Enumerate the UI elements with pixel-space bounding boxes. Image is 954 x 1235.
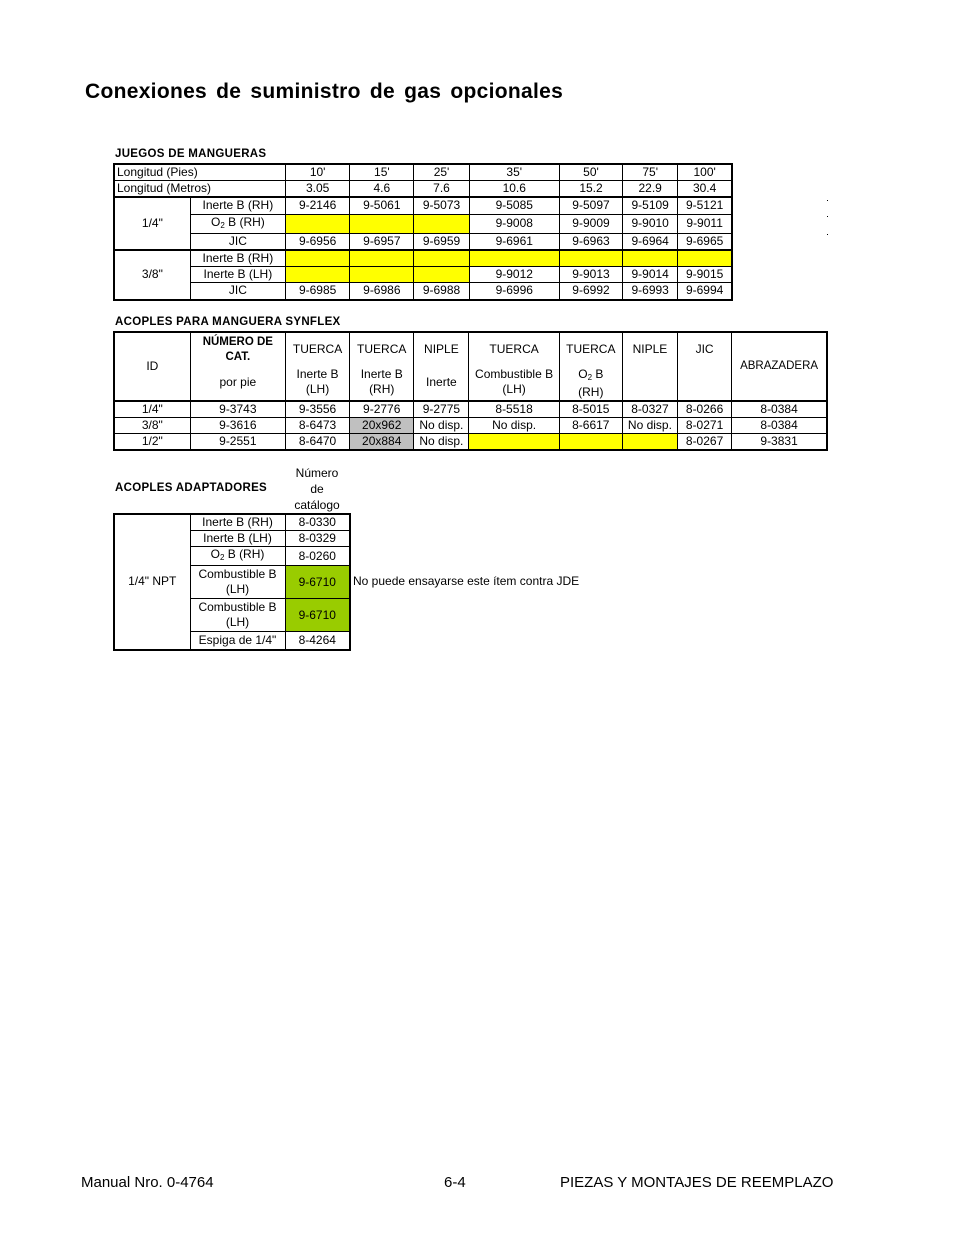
synflex-cell: 8-0384: [732, 401, 827, 418]
adapter-note: No puede ensayarse este ítem contra JDE: [353, 574, 580, 588]
synflex-row: [114, 401, 827, 418]
col-header-tuerca-inerte-rh: [350, 332, 414, 401]
adapter-type-line: Combustible B: [198, 567, 277, 581]
length-m-cell: 10.6: [469, 181, 559, 198]
synflex-cell: 9-3616: [190, 418, 285, 434]
length-ft-cell: 75': [623, 164, 678, 181]
synflex-cell: 8-0271: [678, 418, 732, 434]
synflex-cell: No disp.: [414, 418, 469, 434]
synflex-cell: 9-2551: [190, 434, 285, 451]
hose-cat-cell: 9-6959: [414, 233, 469, 250]
length-ft-label: Longitud (Pies): [114, 164, 286, 181]
hose-cat-cell: 9-5097: [559, 197, 622, 214]
hose-cat-cell-empty: [350, 214, 414, 233]
col-header-label: TUERCA: [489, 342, 539, 356]
hose-cat-cell: 9-2146: [286, 197, 350, 214]
hose-sets-table: [113, 163, 733, 301]
synflex-cell: 8-0267: [678, 434, 732, 451]
hose-cat-cell-empty: [350, 250, 414, 267]
adapters-cat-header-line: de: [310, 482, 324, 496]
col-header-abrazadera: ABRAZADERA: [732, 332, 827, 401]
synflex-cell: 8-0266: [678, 401, 732, 418]
synflex-row: [114, 434, 827, 451]
synflex-row: [114, 418, 827, 434]
length-ft-cell: 25': [414, 164, 469, 181]
synflex-cell: 9-3831: [732, 434, 827, 451]
col-header-sub: Inerte B: [360, 367, 403, 381]
synflex-cell: 8-5518: [469, 401, 559, 418]
hose-cat-cell: 9-5061: [350, 197, 414, 214]
hose-type-prefix: O: [210, 214, 221, 229]
col-header-tuerca-combustible: [469, 332, 559, 401]
synflex-cell: No disp.: [414, 434, 469, 451]
adapters-cat-header: [284, 465, 350, 513]
synflex-cell: 8-6470: [285, 434, 349, 451]
hose-type-cell: [190, 214, 285, 233]
col-header-cat-sub: por pie: [219, 375, 257, 389]
stray-mark: [827, 234, 828, 235]
adapter-row: [114, 514, 350, 531]
adapters-table: [113, 513, 351, 651]
footer-page-number: 6-4: [444, 1174, 466, 1191]
hose-type-cell: Inerte B (RH): [190, 197, 285, 214]
adapter-type-line: (LH): [225, 582, 250, 596]
length-ft-cell: 35': [469, 164, 559, 181]
col-header-sub: (LH): [305, 382, 330, 396]
footer-manual-number: Manual Nro. 0-4764: [81, 1174, 214, 1191]
length-m-cell: 30.4: [678, 181, 732, 198]
footer-section-title: PIEZAS Y MONTAJES DE REEMPLAZO: [560, 1174, 834, 1191]
adapter-size-cell: 1/4" NPT: [114, 514, 190, 650]
col-header-label: TUERCA: [292, 342, 343, 356]
adapter-type-line: (LH): [225, 615, 250, 629]
hose-cat-cell: 9-9012: [469, 267, 559, 283]
hose-cat-cell: 9-6996: [469, 283, 559, 300]
adapter-type-cell: [190, 547, 285, 566]
hose-cat-cell: 9-6956: [286, 233, 350, 250]
adapter-type-cell: Inerte B (LH): [190, 531, 285, 547]
hose-type-cell: Inerte B (LH): [190, 267, 285, 283]
adapter-cat-cell: 8-0330: [285, 514, 350, 531]
col-header-label: NIPLE: [424, 342, 459, 356]
hose-cat-cell-empty: [286, 267, 350, 283]
col-header-sub: (RH): [578, 385, 604, 399]
adapter-type-cell: Inerte B (RH): [190, 514, 285, 531]
hose-type-cell: Inerte B (RH): [190, 250, 285, 267]
hose-cat-cell-empty: [286, 250, 350, 267]
col-header-cat: [190, 332, 285, 401]
hose-cat-cell-empty: [414, 267, 469, 283]
col-header-sub: (RH): [369, 382, 395, 396]
synflex-cell: 8-0384: [732, 418, 827, 434]
col-header-cat-line2: CAT.: [225, 351, 251, 363]
hose-cat-cell-empty: [350, 267, 414, 283]
adapter-type-cell: Espiga de 1/4": [190, 632, 285, 650]
length-ft-cell: 100': [678, 164, 732, 181]
synflex-cell: 9-2775: [414, 401, 469, 418]
adapter-cat-cell: 8-0329: [285, 531, 350, 547]
adapter-type-line: Combustible B: [198, 600, 277, 614]
hose-type-cell: JIC: [190, 283, 285, 300]
hose-row: [114, 267, 732, 283]
col-header-tuerca-o2: [559, 332, 622, 401]
adapter-cat-cell: 8-4264: [285, 632, 350, 650]
synflex-cell: No disp.: [622, 418, 677, 434]
hose-cat-cell: 9-6988: [414, 283, 469, 300]
synflex-cell-empty: [622, 434, 677, 451]
adapter-cat-cell: 9-6710: [285, 566, 350, 599]
synflex-cell: 1/4": [114, 401, 190, 418]
hose-cat-cell: 9-9015: [678, 267, 732, 283]
col-header-sub: Inerte B: [296, 367, 339, 381]
adapter-type-cell: [190, 566, 285, 599]
col-header-sub: Combustible B: [475, 367, 554, 381]
hose-cat-cell: 9-5085: [469, 197, 559, 214]
length-m-cell: 15.2: [559, 181, 622, 198]
length-ft-cell: 15': [350, 164, 414, 181]
hose-cat-cell: 9-6994: [678, 283, 732, 300]
hose-row: [114, 214, 732, 233]
hose-cat-cell: 9-6957: [350, 233, 414, 250]
hose-cat-cell: 9-9014: [623, 267, 678, 283]
hose-cat-cell: 9-6993: [623, 283, 678, 300]
hose-cat-cell: 9-5109: [623, 197, 678, 214]
hose-size-cell: 3/8": [114, 250, 190, 300]
synflex-title: ACOPLES PARA MANGUERA SYNFLEX: [115, 316, 341, 328]
col-header-id: ID: [114, 332, 190, 401]
synflex-cell: 9-3743: [190, 401, 285, 418]
hose-cat-cell: 9-5121: [678, 197, 732, 214]
synflex-header-row: [114, 332, 827, 401]
synflex-cell-empty: [469, 434, 559, 451]
stray-mark: [827, 200, 828, 201]
hose-type-suffix: B (RH): [224, 214, 265, 229]
length-m-row: [114, 181, 732, 198]
synflex-cell: No disp.: [469, 418, 559, 434]
adapter-type-subscript: 2: [219, 553, 225, 562]
hose-cat-cell-empty: [286, 214, 350, 233]
hose-cat-cell: 9-6963: [559, 233, 622, 250]
length-ft-cell: 10': [286, 164, 350, 181]
hose-cat-cell: 9-9009: [559, 214, 622, 233]
adapter-type-cell: [190, 599, 285, 632]
hose-row: [114, 283, 732, 300]
length-m-label: Longitud (Metros): [114, 181, 286, 198]
hose-size-cell: 1/4": [114, 197, 190, 250]
hose-sets-title: JUEGOS DE MANGUERAS: [115, 148, 267, 160]
hose-cat-cell: 9-6965: [678, 233, 732, 250]
synflex-cell: 8-6617: [559, 418, 622, 434]
adapter-cat-cell: 9-6710: [285, 599, 350, 632]
hose-cat-cell: 9-5073: [414, 197, 469, 214]
hose-cat-cell: 9-6961: [469, 233, 559, 250]
col-header-jic: JIC: [678, 332, 732, 401]
synflex-cell: 8-6473: [285, 418, 349, 434]
col-header-sub-suffix: B: [592, 367, 604, 381]
col-header-sub: Inerte: [426, 375, 457, 389]
hose-cat-cell: 9-6985: [286, 283, 350, 300]
col-header-sub: [562, 367, 620, 385]
synflex-cell: 9-3556: [285, 401, 349, 418]
synflex-cell-empty: [559, 434, 622, 451]
hose-row: [114, 197, 732, 214]
col-header-label: TUERCA: [566, 342, 616, 356]
adapters-cat-header-line: Número: [295, 466, 339, 480]
hose-cat-cell: 9-6986: [350, 283, 414, 300]
hose-cat-cell: 9-9010: [623, 214, 678, 233]
synflex-table: [113, 331, 828, 451]
adapter-type-prefix: O: [210, 547, 220, 561]
length-ft-row: [114, 164, 732, 181]
page-title: Conexiones de suministro de gas opcionales: [85, 80, 564, 103]
hose-row: [114, 250, 732, 267]
hose-cat-cell-empty: [414, 250, 469, 267]
col-header-sub-prefix: O: [578, 367, 588, 381]
adapter-cat-cell: 8-0260: [285, 547, 350, 566]
adapter-type-suffix: B (RH): [224, 547, 265, 561]
length-m-cell: 7.6: [414, 181, 469, 198]
synflex-cell: 9-2776: [350, 401, 414, 418]
length-ft-cell: 50': [559, 164, 622, 181]
synflex-cell: 1/2": [114, 434, 190, 451]
col-header-niple: NIPLE: [622, 332, 677, 401]
hose-cat-cell: 9-9011: [678, 214, 732, 233]
col-header-cat-line1: NÚMERO DE: [202, 336, 273, 348]
stray-mark: [827, 216, 828, 217]
adapters-title: ACOPLES ADAPTADORES: [115, 482, 268, 494]
length-m-cell: 22.9: [623, 181, 678, 198]
col-header-tuerca-inerte-lh: [285, 332, 349, 401]
synflex-cell: 8-0327: [622, 401, 677, 418]
adapters-cat-header-line: catálogo: [294, 498, 340, 512]
hose-cat-cell-empty: [414, 214, 469, 233]
synflex-cell: 3/8": [114, 418, 190, 434]
col-header-niple-inerte: [414, 332, 469, 401]
col-header-sub-subscript: 2: [587, 373, 593, 382]
hose-row: [114, 233, 732, 250]
synflex-cell: 20x962: [350, 418, 414, 434]
hose-cat-cell-empty: [623, 250, 678, 267]
hose-cat-cell-empty: [469, 250, 559, 267]
hose-cat-cell: 9-6992: [559, 283, 622, 300]
hose-type-subscript: 2: [220, 220, 225, 230]
col-header-sub: (LH): [502, 382, 526, 396]
hose-type-cell: JIC: [190, 233, 285, 250]
hose-cat-cell: 9-6964: [623, 233, 678, 250]
hose-cat-cell-empty: [678, 250, 732, 267]
hose-cat-cell: 9-9013: [559, 267, 622, 283]
synflex-cell: 8-5015: [559, 401, 622, 418]
hose-cat-cell-empty: [559, 250, 622, 267]
hose-cat-cell: 9-9008: [469, 214, 559, 233]
synflex-cell: 20x884: [350, 434, 414, 451]
length-m-cell: 3.05: [286, 181, 350, 198]
length-m-cell: 4.6: [350, 181, 414, 198]
col-header-label: TUERCA: [357, 342, 407, 356]
